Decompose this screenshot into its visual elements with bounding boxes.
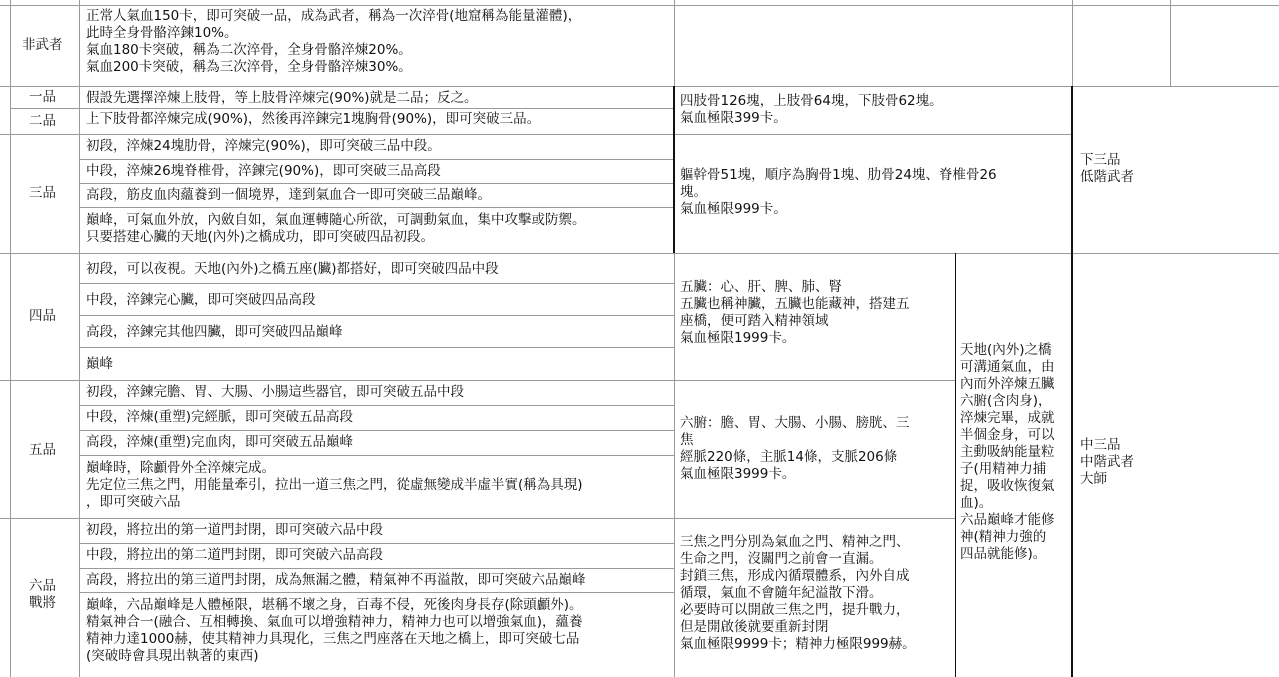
note-line: 神(精神力強的 — [960, 529, 1047, 545]
note-line: 軀幹骨51塊，順序為胸骨1塊、肋骨24塊、脊椎骨26 — [680, 167, 997, 183]
note-line: 主動吸納能量粒 — [960, 444, 1055, 460]
note-line: 座橋，便可踏入精神領域 — [680, 313, 829, 329]
note-line: 五臟也稱神臟，五臟也能藏神，搭建五 — [680, 296, 910, 312]
desc-line: 精氣神合一(融合、互相轉換、氣血可以增強精神力，精神力也可以增強氣血)，蘊養 — [86, 614, 583, 630]
note-line: 生命之門，沒關門之前會一直漏。 — [680, 551, 883, 567]
note-line: 封鎖三焦，形成內循環體系，內外自成 — [680, 568, 910, 584]
desc-liupin-middle: 中段，將拉出的第二道門封閉，即可突破六品高段 — [86, 547, 383, 563]
note-line: 可溝通氣血，由 — [960, 359, 1055, 375]
rank-liupin: 六品 — [29, 578, 56, 594]
note-line: 捉，吸收恢復氣 — [960, 478, 1055, 494]
rank-wupin: 五品 — [29, 442, 56, 458]
tier-line: 中階武者 — [1080, 454, 1134, 470]
note-line: 但是開啟後就要重新封閉 — [680, 619, 829, 635]
desc-wupin-initial: 初段，淬鍊完膽、胃、大腸、小腸這些器官，即可突破五品中段 — [86, 384, 464, 400]
note-line: 六腑：膽、胃、大腸、小腸、膀胱、三 — [680, 415, 910, 431]
desc-liupin-initial: 初段，將拉出的第一道門封閉，即可突破六品中段 — [86, 522, 383, 538]
note-limbs — [680, 93, 943, 127]
rank-non-martial: 非武者 — [22, 37, 63, 53]
note-line: 子(用精神力捕 — [960, 461, 1047, 477]
note-line: 六腑(含肉身)， — [960, 393, 1052, 409]
tier-middle — [1080, 437, 1134, 488]
tier-line: 下三品 — [1080, 152, 1121, 168]
note-sanjiao — [680, 534, 916, 653]
desc-non-martial — [86, 8, 581, 76]
note-torso — [680, 167, 997, 218]
note-line: 必要時可以開啟三焦之門，提升戰力， — [680, 602, 910, 618]
rank-sipin: 四品 — [29, 308, 56, 324]
desc-wupin-middle: 中段，淬煉(重塑)完經脈，即可突破五品高段 — [86, 409, 354, 425]
desc-liupin-peak — [86, 597, 583, 665]
note-line: 五臟：心、肝、脾、肺、腎 — [680, 279, 842, 295]
note-line: 半個金身，可以 — [960, 427, 1055, 443]
desc-yipin: 假設先選擇淬煉上肢骨，等上肢骨淬煉完(90%)就是二品；反之。 — [86, 90, 478, 106]
desc-sipin-middle: 中段，淬鍊完心臟，即可突破四品高段 — [86, 292, 316, 308]
desc-line: 先定位三焦之門，用能量牽引，拉出一道三焦之門，從虛無變成半虛半實(稱為具現) — [86, 477, 583, 493]
tier-line: 大師 — [1080, 471, 1107, 487]
desc-sipin-high: 高段，淬鍊完其他四臟，即可突破四品巔峰 — [86, 324, 343, 340]
desc-liupin-high: 高段，將拉出的第三道門封閉，成為無漏之體，精氣神不再溢散，即可突破六品巔峰 — [86, 572, 586, 588]
desc-line: 只要搭建心臟的天地(內外)之橋成功，即可突破四品初段。 — [86, 229, 435, 245]
note-line: 氣血極限399卡。 — [680, 110, 787, 126]
desc-sanpin-initial: 初段，淬煉24塊肋骨，淬煉完(90%)，即可突破三品中段。 — [86, 138, 441, 154]
rank-zhanjiang: 戰將 — [29, 595, 56, 611]
tier-line: 低階武者 — [1080, 169, 1134, 185]
note-line: 六品巔峰才能修 — [960, 512, 1055, 528]
note-line: 天地(內外)之橋 — [960, 342, 1052, 358]
note-line: 淬煉完畢，成就 — [960, 410, 1055, 426]
desc-line: 巔峰，六品巔峰是人體極限，堪稱不壞之身，百毒不侵，死後肉身長存(除頭顱外)。 — [86, 597, 583, 613]
desc-sipin-initial: 初段，可以夜視。天地(內外)之橋五座(臟)都搭好，即可突破四品中段 — [86, 261, 499, 277]
note-line: 氣血極限9999卡；精神力極限999赫。 — [680, 636, 916, 652]
note-line: 三焦之門分別為氣血之門、精神之門、 — [680, 534, 910, 550]
note-viscera — [680, 415, 910, 483]
desc-sanpin-middle: 中段，淬煉26塊脊椎骨，淬鍊完(90%)，即可突破三品高段 — [86, 163, 441, 179]
desc-line: 精神力達1000赫，使其精神力具現化，三焦之門座落在天地之橋上，即可突破七品 — [86, 631, 580, 647]
note-line: 內而外淬煉五臟 — [960, 376, 1055, 392]
note-line: 經脈220條，主脈14條，支脈206條 — [680, 449, 898, 465]
tier-lower — [1080, 152, 1134, 186]
desc-line: 氣血180卡突破，稱為二次淬骨，全身骨骼淬煉20%。 — [86, 42, 412, 58]
note-line: 塊。 — [680, 184, 707, 200]
note-line: 四肢骨126塊，上肢骨64塊，下肢骨62塊。 — [680, 93, 943, 109]
rank-yipin: 一品 — [29, 89, 56, 105]
rank-sanpin: 三品 — [29, 185, 56, 201]
note-line: 氣血極限1999卡。 — [680, 330, 796, 346]
note-line: 循環，氣血不會隨年紀溢散下滑。 — [680, 585, 883, 601]
note-bridge — [960, 342, 1055, 563]
note-line: 焦 — [680, 432, 694, 448]
desc-line: 氣血200卡突破，稱為三次淬骨，全身骨骼淬煉30%。 — [86, 59, 412, 75]
desc-sanpin-peak — [86, 212, 586, 246]
tier-line: 中三品 — [1080, 437, 1121, 453]
desc-line: ，即可突破六品 — [86, 494, 181, 510]
desc-sanpin-high: 高段，筋皮血肉蘊養到一個境界，達到氣血合一即可突破三品巔峰。 — [86, 187, 491, 203]
desc-line: (突破時會具現出執著的東西) — [86, 648, 259, 664]
note-line: 氣血極限3999卡。 — [680, 466, 796, 482]
desc-sipin-peak: 巔峰 — [86, 356, 113, 372]
note-line: 四品就能修)。 — [960, 546, 1047, 562]
desc-line: 巔峰，可氣血外放，內斂自如，氣血運轉隨心所欲，可調動氣血，集中攻擊或防禦。 — [86, 212, 586, 228]
note-line: 血)。 — [960, 495, 993, 511]
note-line: 氣血極限999卡。 — [680, 201, 787, 217]
note-organs — [680, 279, 910, 347]
desc-wupin-high: 高段，淬煉(重塑)完血肉，即可突破五品巔峰 — [86, 434, 354, 450]
desc-line: 此時全身骨骼淬鍊10%。 — [86, 25, 238, 41]
desc-line: 巔峰時，除顱骨外全淬煉完成。 — [86, 460, 275, 476]
rank-erpin: 二品 — [29, 113, 56, 129]
desc-line: 正常人氣血150卡，即可突破一品，成為武者，稱為一次淬骨(地窟稱為能量灌體)， — [86, 8, 582, 24]
desc-erpin: 上下肢骨都淬煉完成(90%)，然後再淬鍊完1塊胸骨(90%)，即可突破三品。 — [86, 111, 541, 127]
desc-wupin-peak — [86, 460, 583, 511]
